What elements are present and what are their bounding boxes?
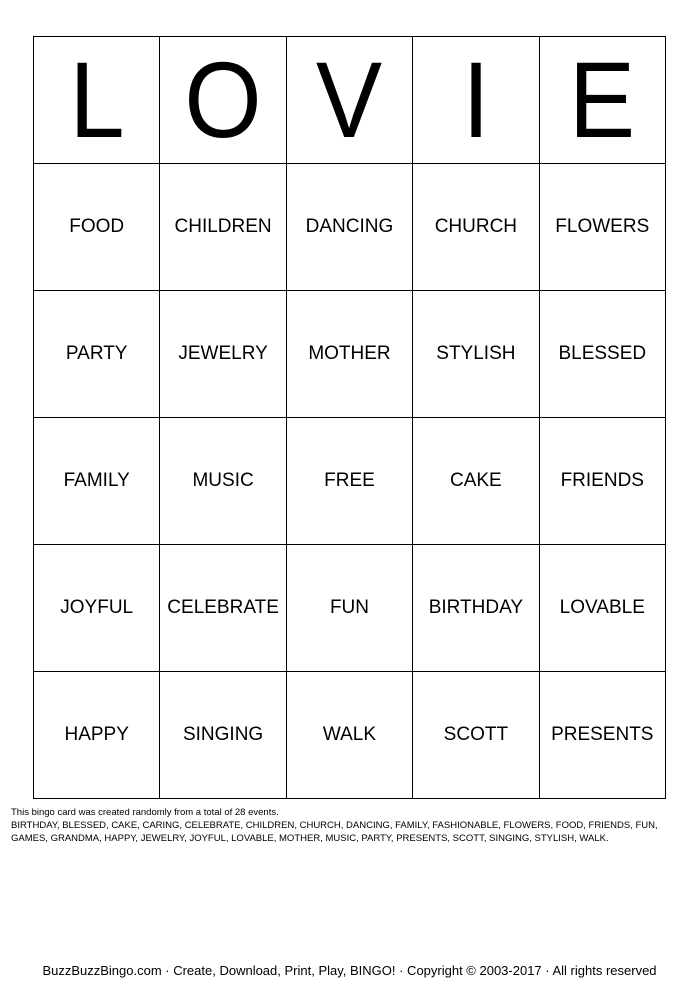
header-letter-4 bbox=[413, 37, 539, 164]
bingo-cell: CAKE bbox=[413, 418, 539, 545]
bingo-cell: FOOD bbox=[34, 164, 160, 291]
bingo-cell: FAMILY bbox=[34, 418, 160, 545]
bingo-cell: DANCING bbox=[286, 164, 412, 291]
notes-events-line-2: GAMES, GRANDMA, HAPPY, JEWELRY, JOYFUL, LOVABLE, MOTHER, MUSIC, PARTY, PRESENTS, SCOTT, SINGING, STYLISH, WALK. bbox=[11, 833, 609, 844]
bingo-row-2 bbox=[34, 291, 666, 418]
card-notes bbox=[11, 806, 691, 845]
bingo-cell: BLESSED bbox=[539, 291, 665, 418]
bingo-cell: JOYFUL bbox=[34, 545, 160, 672]
notes-intro: This bingo card was created randomly from a total of 28 events. bbox=[11, 807, 279, 818]
bingo-cell: FUN bbox=[286, 545, 412, 672]
bingo-cell: WALK bbox=[286, 672, 412, 799]
bingo-cell: FLOWERS bbox=[539, 164, 665, 291]
header-letter-text: L bbox=[69, 39, 125, 160]
bingo-row-4 bbox=[34, 545, 666, 672]
bingo-row-1 bbox=[34, 164, 666, 291]
header-letter-text: I bbox=[462, 39, 490, 160]
bingo-cell: SINGING bbox=[160, 672, 286, 799]
bingo-card bbox=[33, 36, 666, 799]
bingo-cell: MOTHER bbox=[286, 291, 412, 418]
notes-events-line-1: BIRTHDAY, BLESSED, CAKE, CARING, CELEBRATE, CHILDREN, CHURCH, DANCING, FAMILY, FASHIONABLE, FLOWERS, FOOD, FRIENDS, FUN, bbox=[11, 820, 658, 831]
bingo-cell: CELEBRATE bbox=[160, 545, 286, 672]
bingo-cell: SCOTT bbox=[413, 672, 539, 799]
bingo-cell: JEWELRY bbox=[160, 291, 286, 418]
bingo-cell: MUSIC bbox=[160, 418, 286, 545]
bingo-row-3 bbox=[34, 418, 666, 545]
bingo-cell: BIRTHDAY bbox=[413, 545, 539, 672]
header-letter-2 bbox=[160, 37, 286, 164]
bingo-cell: CHILDREN bbox=[160, 164, 286, 291]
bingo-row-5 bbox=[34, 672, 666, 799]
bingo-cell: CHURCH bbox=[413, 164, 539, 291]
bingo-cell: HAPPY bbox=[34, 672, 160, 799]
bingo-cell: LOVABLE bbox=[539, 545, 665, 672]
bingo-header-row bbox=[34, 37, 666, 164]
header-letter-3 bbox=[286, 37, 412, 164]
header-letter-text: O bbox=[184, 39, 262, 160]
header-letter-text: E bbox=[569, 39, 636, 160]
bingo-cell: PRESENTS bbox=[539, 672, 665, 799]
bingo-cell: FRIENDS bbox=[539, 418, 665, 545]
bingo-cell: STYLISH bbox=[413, 291, 539, 418]
bingo-cell-free: FREE bbox=[286, 418, 412, 545]
header-letter-text: V bbox=[316, 39, 383, 160]
header-letter-5 bbox=[539, 37, 665, 164]
header-letter-1 bbox=[34, 37, 160, 164]
page-footer: BuzzBuzzBingo.com · Create, Download, Print, Play, BINGO! · Copyright © 2003-2017 · All rights reserved bbox=[42, 963, 657, 978]
bingo-cell: PARTY bbox=[34, 291, 160, 418]
